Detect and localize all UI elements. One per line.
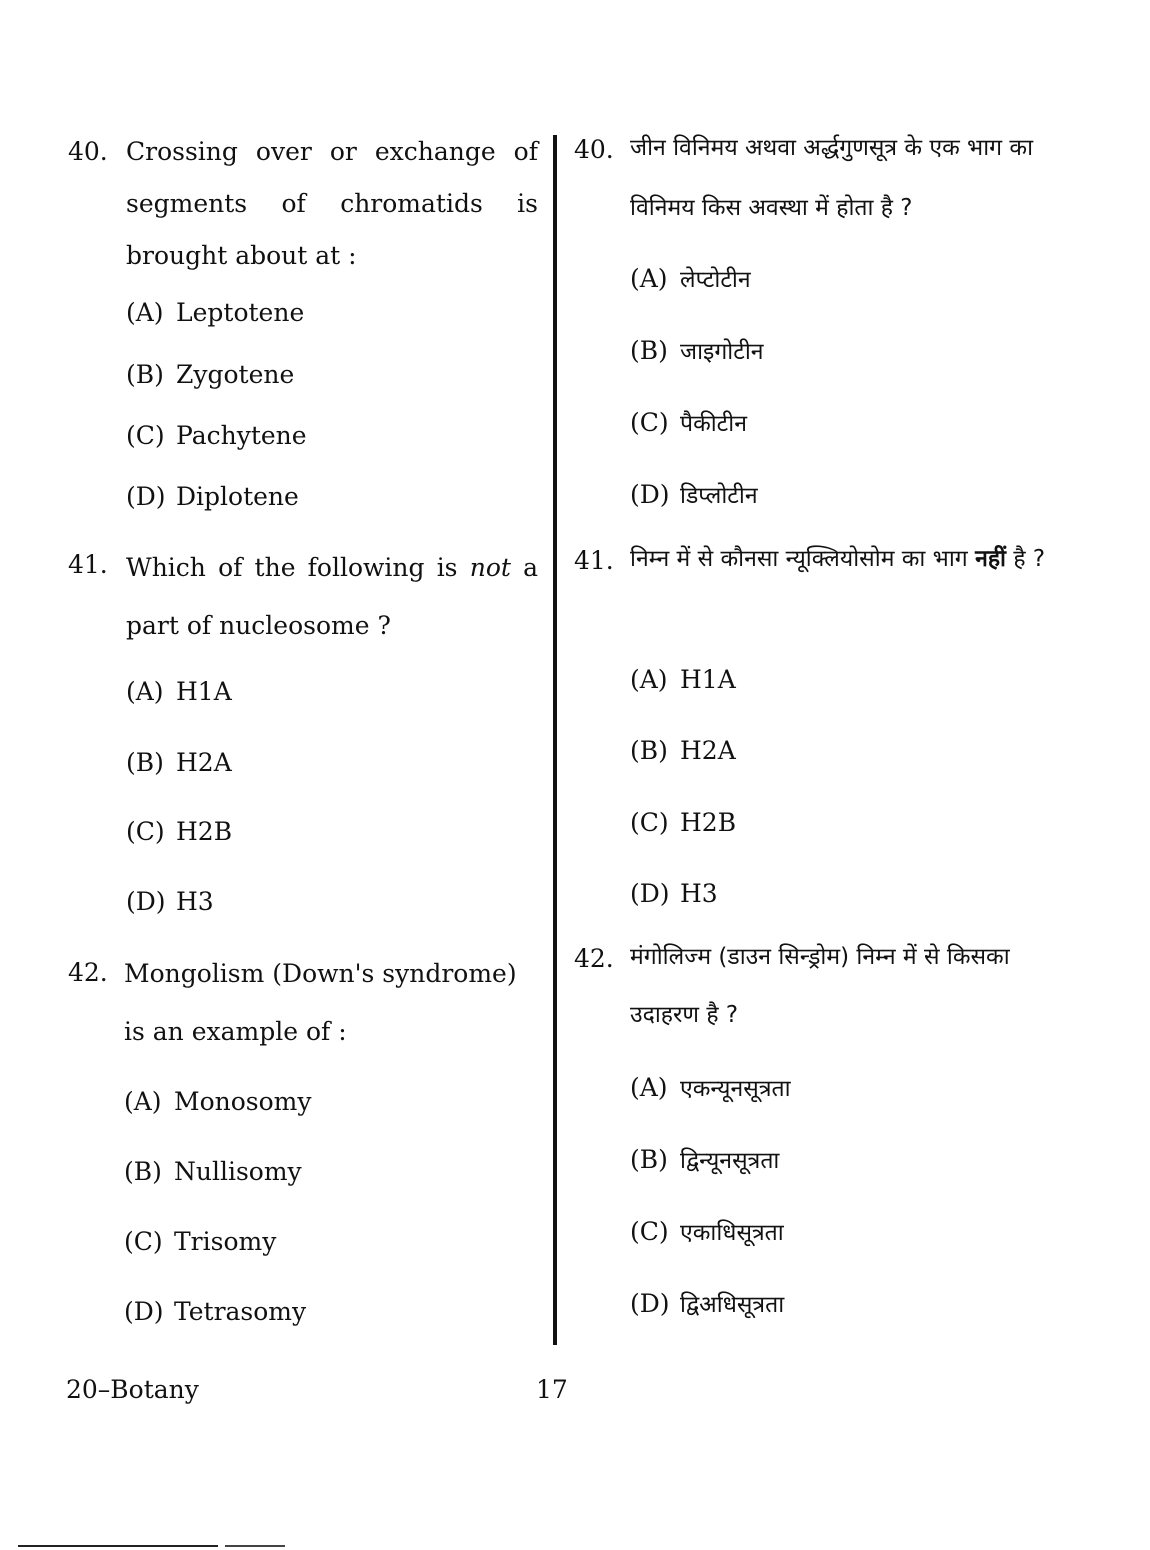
option-text: पैकीटीन — [680, 411, 747, 437]
page-number: 17 — [536, 1375, 568, 1404]
option-label: (C) — [126, 817, 165, 846]
q41-option-a-hi — [630, 665, 736, 695]
q41-number-en: 41. — [68, 550, 108, 579]
option-text: एकन्यूनसूत्रता — [680, 1076, 791, 1102]
option-text: H1A — [176, 677, 232, 706]
option-text: डिप्लोटीन — [680, 483, 758, 509]
option-label: (B) — [630, 336, 668, 365]
option-label: (C) — [630, 808, 669, 837]
option-label: (C) — [630, 408, 669, 437]
option-text: Diplotene — [176, 482, 299, 511]
q41-option-a-en — [126, 677, 232, 707]
q41-text-after: a part of nucleosome ? — [126, 553, 539, 640]
q42-number-en: 42. — [68, 958, 108, 987]
option-text: H2B — [176, 817, 233, 846]
option-text: जाइगोटीन — [680, 339, 764, 365]
option-text: Leptotene — [176, 298, 305, 327]
q40-option-c-hi — [630, 408, 747, 439]
q40-number-hi: 40. — [574, 135, 614, 164]
option-label: (D) — [126, 887, 166, 916]
option-label: (A) — [630, 665, 668, 694]
q42-text-hi: मंगोलिज्म (डाउन सिन्ड्रोम) निम्न में से किसका उदाहरण है ? — [630, 944, 1010, 1028]
q41-text-after-hi: है ? — [1013, 546, 1046, 572]
q42-option-a-en — [124, 1087, 312, 1117]
q40-option-d-hi — [630, 480, 758, 511]
option-label: (B) — [124, 1157, 162, 1186]
option-label: (B) — [630, 736, 668, 765]
q41-option-d-en — [126, 887, 214, 917]
q40-option-c-en — [126, 421, 307, 451]
q40-option-d-en — [126, 482, 299, 512]
q41-option-d-hi — [630, 879, 718, 909]
q42-option-b-hi — [630, 1145, 779, 1176]
option-label: (D) — [124, 1297, 164, 1326]
option-text: Monosomy — [174, 1087, 312, 1116]
q40-option-b-en — [126, 360, 294, 390]
option-text: एकाधिसूत्रता — [680, 1220, 784, 1246]
option-text: Nullisomy — [174, 1157, 302, 1186]
q42-text-en: Mongolism (Down's syndrome) is an example of : — [124, 959, 517, 1046]
q41-text-before-hi: निम्न में से कौनसा न्यूक्लियोसोम का भाग — [630, 546, 968, 572]
q41-option-b-hi — [630, 736, 736, 766]
q41-text-hi — [630, 530, 1060, 588]
q42-option-d-en — [124, 1297, 306, 1327]
booklet-code: 20–Botany — [66, 1375, 199, 1404]
option-text: H1A — [680, 665, 736, 694]
option-label: (A) — [630, 1073, 668, 1102]
q40-option-b-hi — [630, 336, 764, 367]
option-text: द्विन्यूनसूत्रता — [680, 1148, 780, 1174]
q41-option-c-en — [126, 817, 232, 847]
option-label: (B) — [126, 748, 164, 777]
option-text: H2A — [680, 736, 736, 765]
option-label: (A) — [126, 298, 164, 327]
q42-number-hi: 42. — [574, 944, 614, 973]
bottom-rule-short — [225, 1545, 285, 1547]
option-text: Trisomy — [174, 1227, 277, 1256]
q40-text-en: Crossing over or exchange of segments of chromatids is brought about at : — [126, 137, 538, 270]
q40-text-hi: जीन विनिमय अथवा अर्द्धगुणसूत्र के एक भाग का विनिमय किस अवस्था में होता है ? — [630, 135, 1034, 221]
q42-option-a-hi — [630, 1073, 791, 1104]
option-label: (D) — [630, 1289, 670, 1318]
q41-number-hi: 41. — [574, 546, 614, 575]
option-text: H3 — [176, 887, 214, 916]
q41-text-strong-hi: नहीं — [975, 546, 1007, 572]
option-label: (D) — [126, 482, 166, 511]
option-label: (D) — [630, 480, 670, 509]
option-label: (C) — [630, 1217, 669, 1246]
option-text: Tetrasomy — [174, 1297, 307, 1326]
option-text: द्विअधिसूत्रता — [680, 1292, 785, 1318]
q41-option-c-hi — [630, 808, 736, 838]
option-label: (D) — [630, 879, 670, 908]
option-text: H3 — [680, 879, 718, 908]
q41-option-b-en — [126, 748, 232, 778]
q40-number-en: 40. — [68, 137, 108, 166]
option-label: (A) — [124, 1087, 162, 1116]
q42-option-d-hi — [630, 1289, 784, 1320]
option-label: (B) — [126, 360, 164, 389]
q42-option-c-en — [124, 1227, 276, 1257]
option-text: लेप्टोटीन — [680, 267, 751, 293]
q41-text-emphasis: not — [469, 553, 511, 582]
option-text: H2A — [176, 748, 232, 777]
q41-text-en — [126, 539, 538, 655]
option-label: (B) — [630, 1145, 668, 1174]
option-text: Pachytene — [176, 421, 307, 450]
option-label: (C) — [124, 1227, 163, 1256]
q41-text-before: Which of the following is — [126, 553, 458, 582]
q42-option-b-en — [124, 1157, 302, 1187]
q40-option-a-en — [126, 298, 304, 328]
option-label: (C) — [126, 421, 165, 450]
option-label: (A) — [126, 677, 164, 706]
bottom-rule — [18, 1545, 218, 1547]
column-divider — [553, 135, 557, 1345]
q42-option-c-hi — [630, 1217, 784, 1248]
option-label: (A) — [630, 264, 668, 293]
option-text: H2B — [680, 808, 737, 837]
q40-option-a-hi — [630, 264, 751, 295]
option-text: Zygotene — [176, 360, 295, 389]
